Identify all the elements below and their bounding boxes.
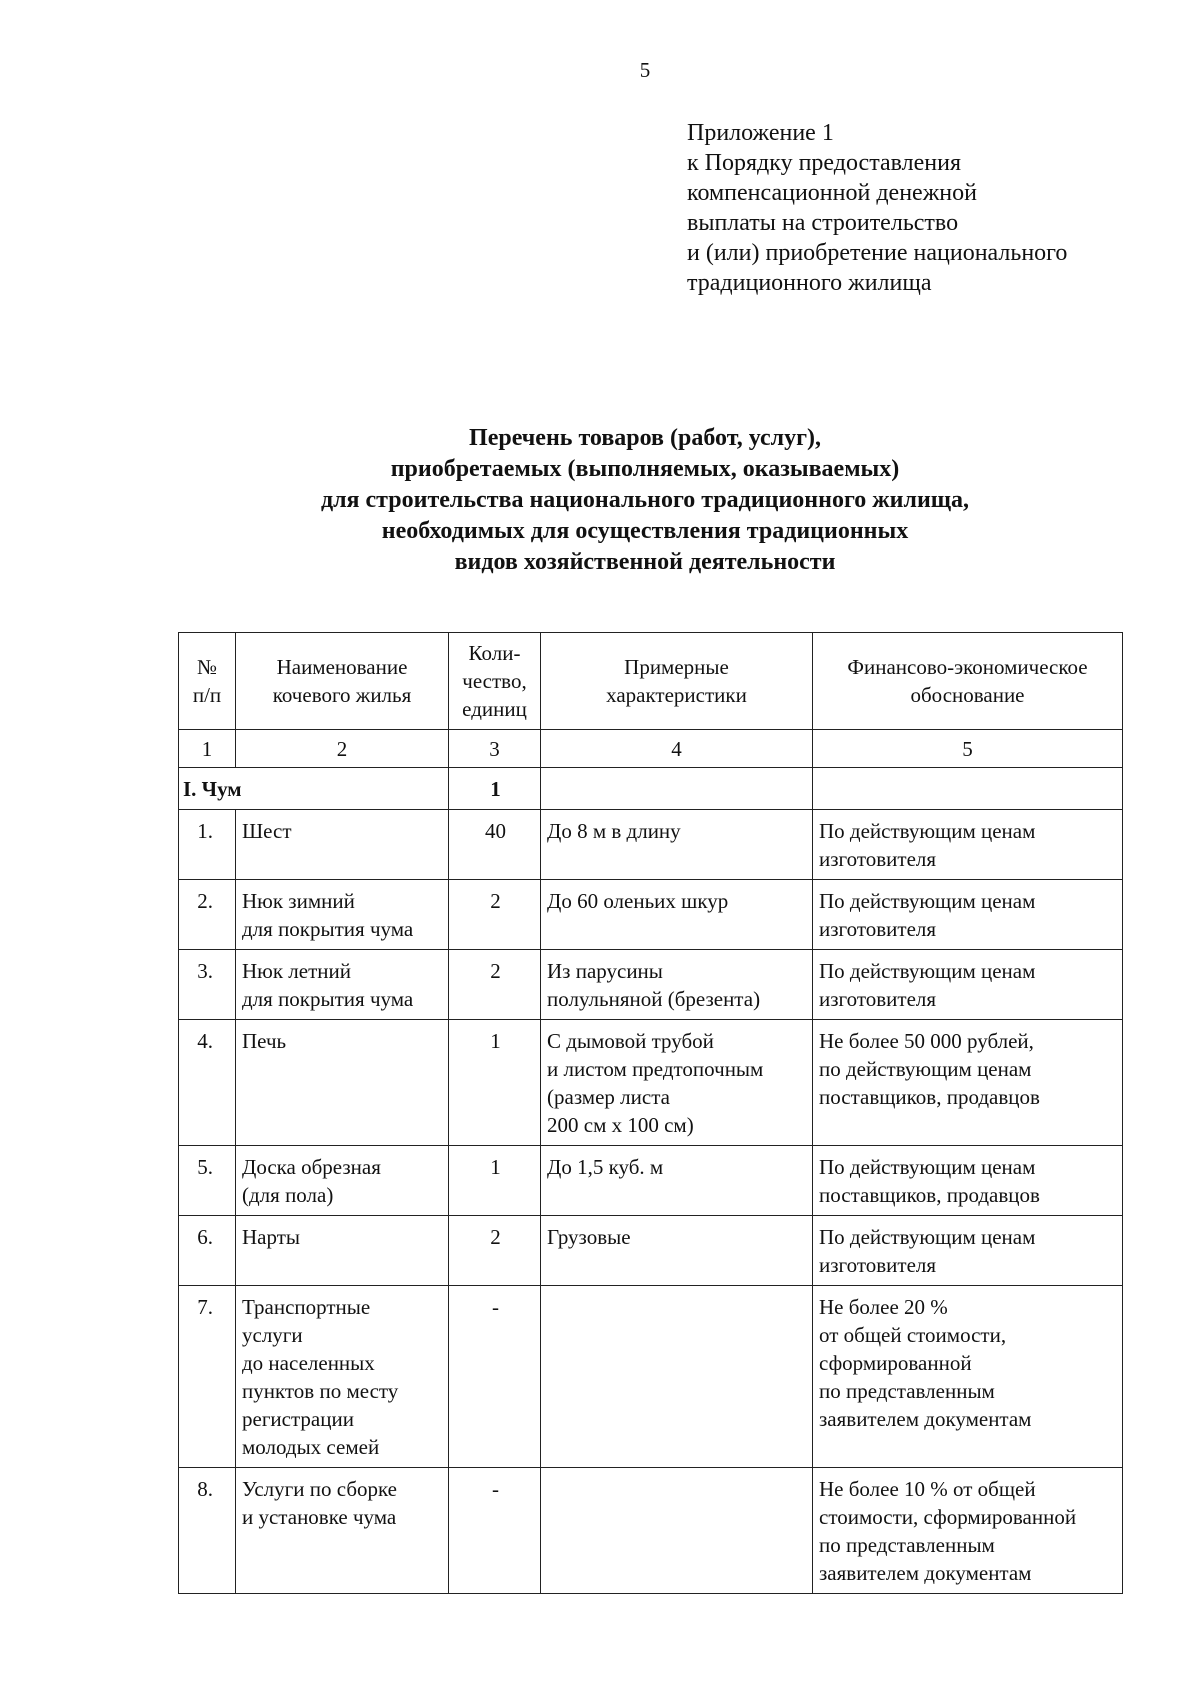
row-justification-line: сформированной [819,1351,972,1375]
row-justification-line: поставщиков, продавцов [819,1183,1040,1207]
row-number: 1. [179,810,236,880]
appendix-line: выплаты на строительство [687,210,959,236]
row-justification [813,1020,1123,1146]
title-line: Перечень товаров (работ, услуг), [469,425,821,451]
empty-cell [541,768,813,810]
row-characteristics [541,1216,813,1286]
title-line: видов хозяйственной деятельности [454,549,836,575]
row-justification-line: по представленным [819,1533,995,1557]
row-justification-line: По действующим ценам [819,1225,1036,1249]
table-row [179,1020,1123,1146]
row-name-line: Доска обрезная [242,1155,381,1179]
column-number: 4 [541,730,813,768]
row-characteristics [541,810,813,880]
row-characteristics [541,880,813,950]
row-justification-line: поставщиков, продавцов [819,1085,1040,1109]
row-name-line: для покрытия чума [242,987,414,1011]
row-name [236,880,449,950]
row-characteristics-line: До 60 оленьих шкур [547,889,729,913]
table-row [179,1468,1123,1594]
row-name-line: до населенных [242,1351,375,1375]
row-characteristics [541,1468,813,1594]
appendix-line: традиционного жилища [687,270,932,296]
row-justification [813,1286,1123,1468]
row-number: 2. [179,880,236,950]
row-justification [813,950,1123,1020]
row-justification-line: изготовителя [819,987,937,1011]
row-justification-line: по представленным [819,1379,995,1403]
row-name-line: Печь [242,1029,287,1053]
row-name-line: услуги [242,1323,303,1347]
row-justification [813,810,1123,880]
row-name-line: для покрытия чума [242,917,414,941]
row-number: 8. [179,1468,236,1594]
row-quantity: 2 [449,880,541,950]
section-row [179,768,1123,810]
row-characteristics [541,950,813,1020]
row-characteristics-line: Грузовые [547,1225,631,1249]
row-name [236,1146,449,1216]
column-number: 2 [236,730,449,768]
row-name-line: регистрации [242,1407,354,1431]
row-name [236,1468,449,1594]
row-name [236,1286,449,1468]
row-quantity: 2 [449,1216,541,1286]
row-characteristics-line: 200 см х 100 см) [547,1113,694,1137]
appendix-line: Приложение 1 [687,120,834,146]
row-quantity: 1 [449,1020,541,1146]
row-justification [813,880,1123,950]
row-name-line: (для пола) [242,1183,334,1207]
page-number: 5 [639,58,651,82]
row-name [236,1216,449,1286]
row-characteristics-line: С дымовой трубой [547,1029,714,1053]
row-justification-line: стоимости, сформированной [819,1505,1077,1529]
row-justification-line: заявителем документам [819,1561,1032,1585]
row-justification-line: заявителем документам [819,1407,1032,1431]
row-characteristics-line: До 1,5 куб. м [547,1155,664,1179]
row-characteristics-line: До 8 м в длину [547,819,681,843]
row-name-line: молодых семей [242,1435,380,1459]
table-row [179,1286,1123,1468]
row-justification-line: от общей стоимости, [819,1323,1007,1347]
row-justification-line: По действующим ценам [819,959,1036,983]
title-line: необходимых для осуществления традиционных [381,518,909,544]
table-row [179,1146,1123,1216]
row-number: 3. [179,950,236,1020]
column-number: 3 [449,730,541,768]
row-quantity: - [449,1286,541,1468]
goods-table [178,632,1123,1594]
row-characteristics [541,1020,813,1146]
header-justification: Финансово-экономическое обоснование [813,633,1123,730]
row-name-line: Нюк зимний [242,889,355,913]
row-quantity: 1 [449,1146,541,1216]
row-justification-line: по действующим ценам [819,1057,1032,1081]
row-justification-line: изготовителя [819,1253,937,1277]
row-justification-line: изготовителя [819,847,937,871]
row-justification-line: Не более 50 000 рублей, [819,1029,1034,1053]
row-characteristics-line: полульняной (брезента) [547,987,761,1011]
appendix-line: к Порядку предоставления [687,150,962,176]
row-name-line: Нарты [242,1225,300,1249]
row-name-line: Транспортные [242,1295,371,1319]
row-characteristics-line: и листом предтопочным [547,1057,764,1081]
title-line: для строительства национального традиционного жилища, [320,487,970,513]
row-name [236,950,449,1020]
row-quantity: - [449,1468,541,1594]
row-justification-line: По действующим ценам [819,1155,1036,1179]
header-characteristics: Примерные характеристики [541,633,813,730]
appendix-line: и (или) приобретение национального [687,240,1068,266]
section-quantity: 1 [449,768,541,810]
table-row [179,1216,1123,1286]
row-name-line: Шест [242,819,292,843]
row-justification [813,1468,1123,1594]
column-numbers-row [179,730,1123,768]
header-name: Наименование кочевого жилья [236,633,449,730]
row-quantity: 40 [449,810,541,880]
row-name-line: Услуги по сборке [242,1477,397,1501]
table-header-row [179,633,1123,730]
column-number: 1 [179,730,236,768]
row-name [236,1020,449,1146]
row-name [236,810,449,880]
row-number: 5. [179,1146,236,1216]
appendix-block [687,118,1067,298]
row-characteristics [541,1286,813,1468]
row-characteristics-line: (размер листа [547,1085,670,1109]
row-justification-line: По действующим ценам [819,819,1036,843]
row-name-line: пунктов по месту [242,1379,399,1403]
row-characteristics [541,1146,813,1216]
document-title [0,423,1200,578]
header-number: № п/п [179,633,236,730]
row-justification [813,1146,1123,1216]
row-number: 6. [179,1216,236,1286]
row-name-line: и установке чума [242,1505,397,1529]
appendix-line: компенсационной денежной [687,180,977,206]
empty-cell [813,768,1123,810]
section-title: I. Чум [179,768,449,810]
header-quantity: Коли- чество, единиц [449,633,541,730]
row-number: 4. [179,1020,236,1146]
row-justification-line: Не более 10 % от общей [819,1477,1036,1501]
row-justification-line: По действующим ценам [819,889,1036,913]
table-row [179,950,1123,1020]
row-justification [813,1216,1123,1286]
row-name-line: Нюк летний [242,959,351,983]
title-line: приобретаемых (выполняемых, оказываемых) [390,456,900,482]
table-row [179,880,1123,950]
table-row [179,810,1123,880]
column-number: 5 [813,730,1123,768]
row-number: 7. [179,1286,236,1468]
row-quantity: 2 [449,950,541,1020]
row-characteristics-line: Из парусины [547,959,663,983]
row-justification-line: изготовителя [819,917,937,941]
row-justification-line: Не более 20 % [819,1295,948,1319]
